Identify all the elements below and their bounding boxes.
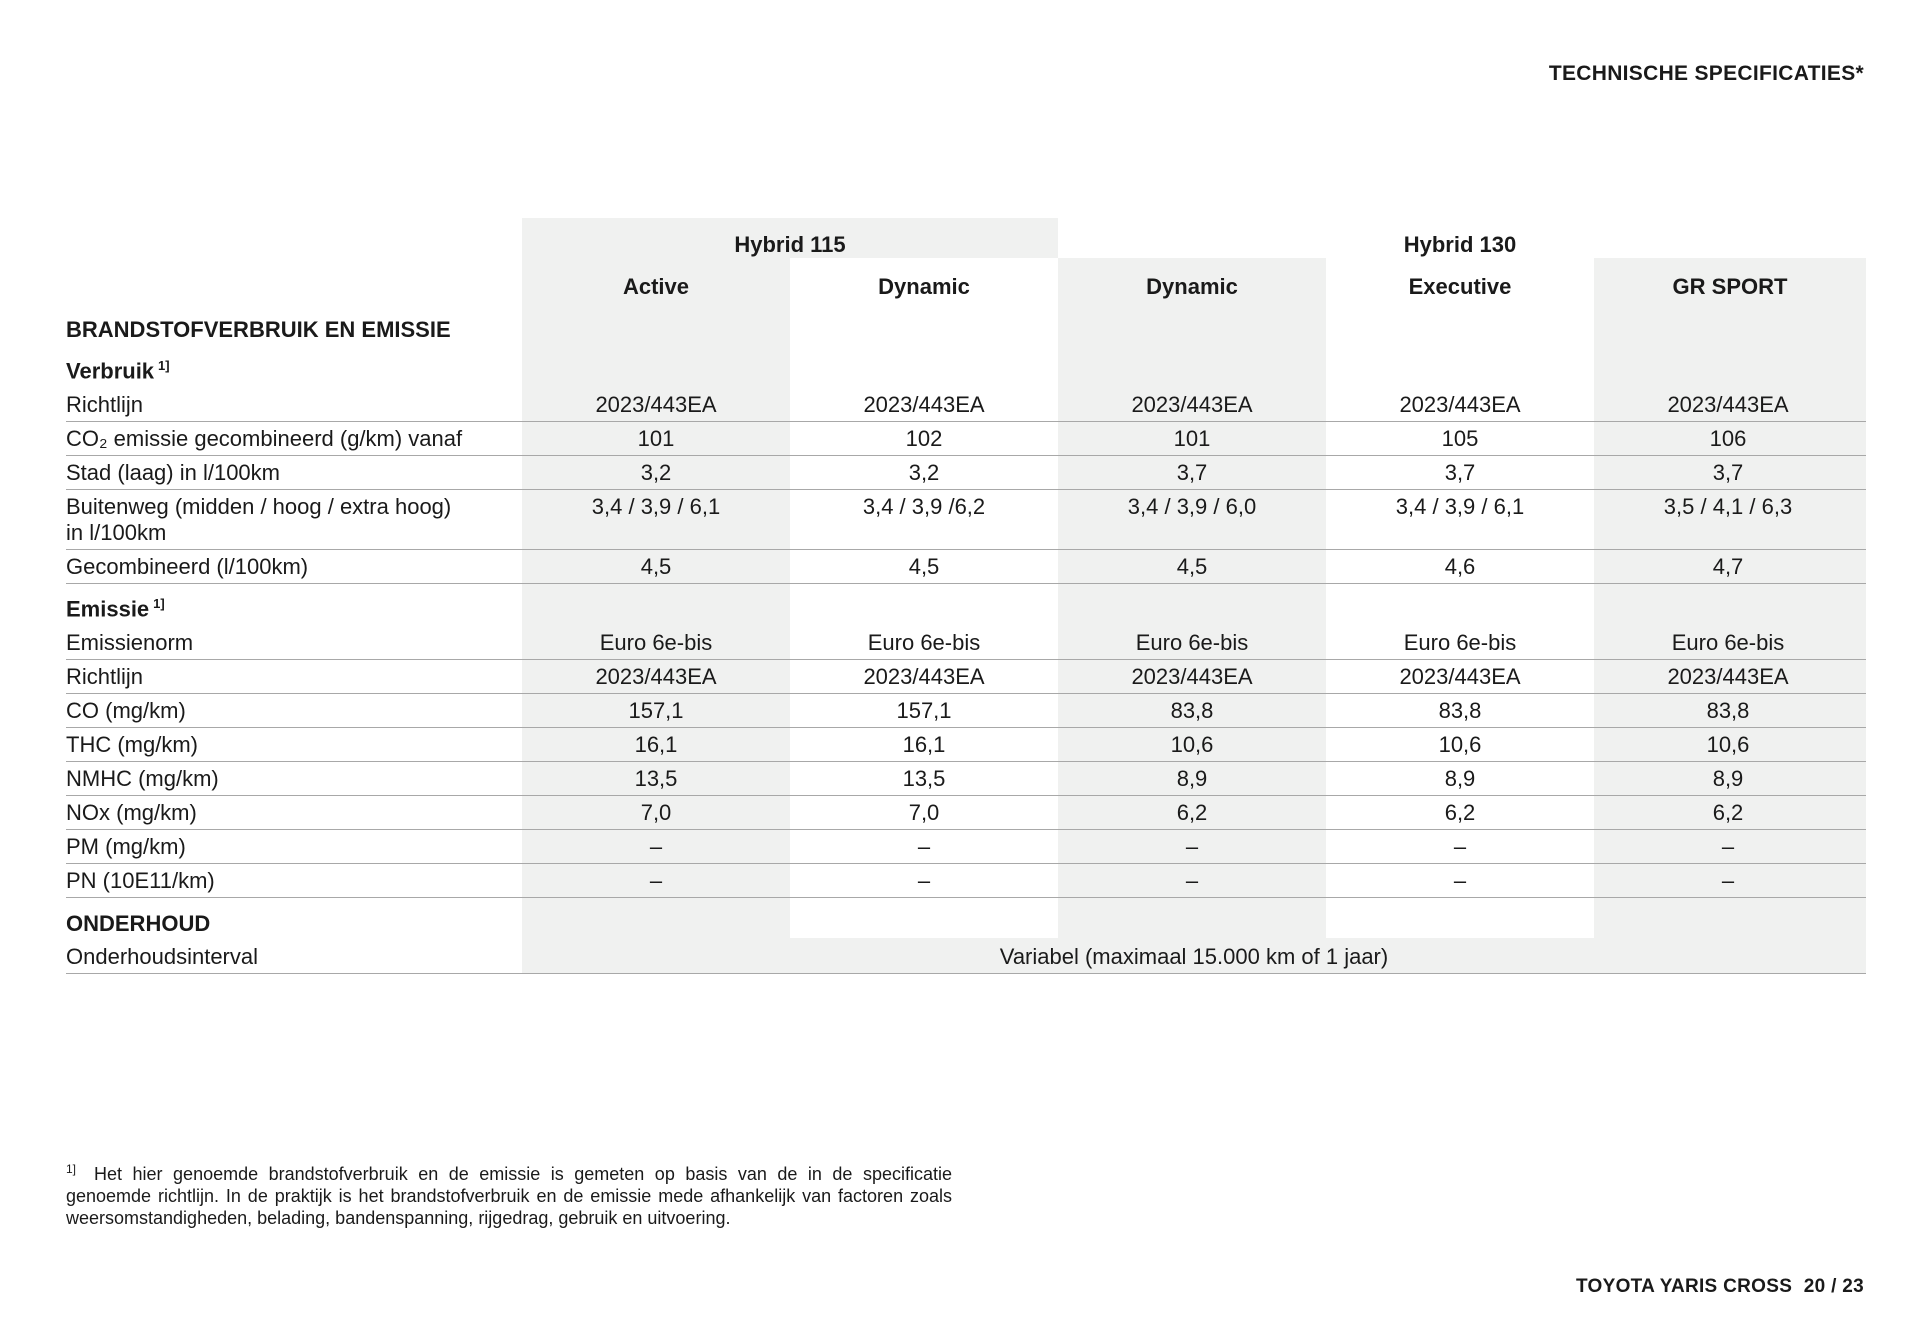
footnote-text: Het hier genoemde brandstofverbruik en de emissie is gemeten op basis van de in de specificatie genoemde richtlijn. In de praktijk is het brandstofverbruik en de emissie mede afhankelijk van factoren zoals weersomstandigheden, belading, bandenspanning, rijgedrag, gebruik en uitvoering. — [66, 1164, 952, 1228]
table-row-buitenweg: Buitenweg (midden / hoog / extra hoog) in l/100km 3,4 / 3,9 / 6,1 3,4 / 3,9 /6,2 3,4 / 3,9 / 6,0 3,4 / 3,9 / 6,1 3,5 / 4,1 / 6,3 — [66, 494, 1866, 550]
version-header-grsport: GR SPORT — [1672, 274, 1788, 299]
page-header-title: TECHNISCHE SPECIFICATIES* — [1548, 62, 1864, 85]
table-row-gecombineerd: Gecombineerd (l/100km) 4,5 4,5 4,5 4,6 4,7 — [66, 554, 1866, 584]
footnote-mark: 1] — [66, 1162, 77, 1176]
footnote — [66, 1158, 952, 1229]
onderhoud-value: Variabel (maximaal 15.000 km of 1 jaar) — [999, 944, 1389, 969]
version-header-executive: Executive — [1408, 274, 1512, 299]
section-title-brandstof: BRANDSTOFVERBRUIK EN EMISSIE — [66, 317, 451, 342]
table-row-emissienorm: Emissienorm Euro 6e-bis Euro 6e-bis Euro 6e-bis Euro 6e-bis Euro 6e-bis — [66, 630, 1866, 660]
footer-brand: TOYOTA YARIS CROSS — [1575, 1276, 1793, 1297]
table-row-co2: CO₂ emissie gecombineerd (g/km) vanaf 101 102 101 105 106 — [66, 426, 1866, 456]
table-row-richtlijn-emissie: Richtlijn 2023/443EA 2023/443EA 2023/443EA 2023/443EA 2023/443EA — [66, 664, 1866, 694]
subsection-title-emissie: Emissie $^{1]}$ — [66, 596, 165, 622]
table-row-thc: THC (mg/km) 16,1 16,1 10,6 10,6 10,6 — [66, 732, 1866, 762]
version-header-dynamic130: Dynamic — [1146, 274, 1238, 299]
table-row-nmhc: NMHC (mg/km) 13,5 13,5 8,9 8,9 8,9 — [66, 766, 1866, 796]
table-row-stad: Stad (laag) in l/100km 3,2 3,2 3,7 3,7 3,7 — [66, 460, 1866, 490]
page-number: 20 / 23 — [1803, 1276, 1864, 1297]
subsection-title-verbruik: Verbruik $^{1]}$ — [66, 358, 170, 384]
table-row-pn: PN (10E11/km) – – – – – — [66, 868, 1866, 898]
version-header-active: Active — [622, 274, 690, 299]
table-row-richtlijn: Richtlijn 2023/443EA 2023/443EA 2023/443EA 2023/443EA 2023/443EA — [66, 392, 1866, 422]
table-row-nox: NOx (mg/km) 7,0 7,0 6,2 6,2 6,2 — [66, 800, 1866, 830]
section-title-onderhoud: ONDERHOUD — [66, 911, 211, 936]
table-row-co: CO (mg/km) 157,1 157,1 83,8 83,8 83,8 — [66, 698, 1866, 728]
table-row-pm: PM (mg/km) – – – – – — [66, 834, 1866, 864]
page-footer — [1570, 1276, 1864, 1298]
version-header-dynamic115: Dynamic — [878, 274, 970, 299]
spec-table — [66, 0, 1866, 1344]
group-header-hybrid130: Hybrid 130 — [1403, 232, 1517, 257]
table-row-onderhoudsinterval: Onderhoudsinterval Variabel (maximaal 15.000 km of 1 jaar) — [66, 944, 1866, 974]
group-header-hybrid115: Hybrid 115 — [734, 232, 846, 257]
